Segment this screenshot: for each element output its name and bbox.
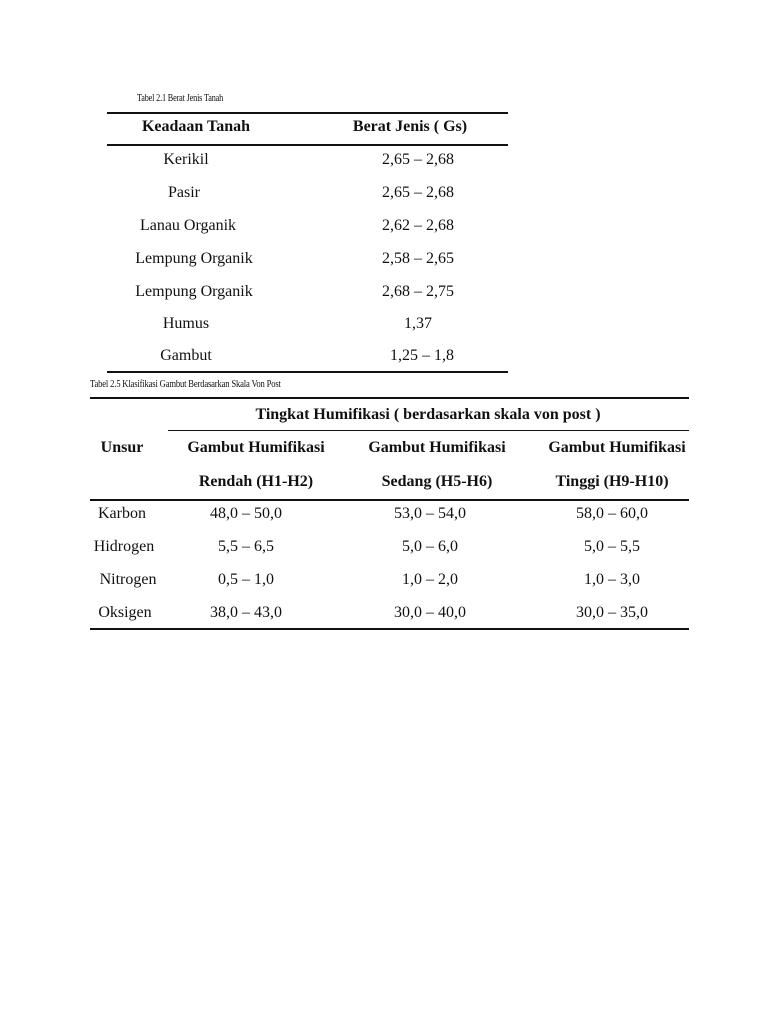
- table2-group-rule: [168, 430, 689, 431]
- table2-cell-unsur: Hidrogen: [93, 538, 155, 555]
- table1-cell-gs: 1,37: [404, 315, 432, 332]
- table2-header-line1: Gambut Humifikasi: [187, 439, 325, 456]
- table1-cell-gs: 2,62 – 2,68: [382, 217, 454, 234]
- table2-cell-unsur: Nitrogen: [99, 571, 157, 588]
- table1-top-rule: [107, 112, 508, 114]
- table2-cell-sedang: 1,0 – 2,0: [402, 571, 458, 588]
- table2-header-unsur: Unsur: [100, 439, 144, 456]
- table2-cell-unsur: Karbon: [98, 505, 146, 522]
- table1-header-rule: [107, 144, 508, 146]
- table2-header-line1: Gambut Humifikasi: [548, 439, 686, 456]
- table1-cell-gs: 2,65 – 2,68: [382, 151, 454, 168]
- table1-cell-keadaan: Pasir: [168, 184, 200, 201]
- table2-cell-tinggi: 5,0 – 5,5: [584, 538, 640, 555]
- table1-cell-keadaan: Kerikil: [163, 151, 209, 168]
- table2-header-line2: Tinggi (H9-H10): [555, 473, 669, 490]
- table1-header-keadaan: Keadaan Tanah: [141, 118, 251, 135]
- table2-cell-rendah: 48,0 – 50,0: [210, 505, 282, 522]
- table2-bottom-rule: [90, 628, 689, 630]
- table1-cell-keadaan: Lempung Organik: [135, 250, 253, 267]
- table2-caption: Tabel 2.5 Klasifikasi Gambut Berdasarkan Skala Von Post: [90, 379, 281, 390]
- table1-cell-gs: 2,65 – 2,68: [382, 184, 454, 201]
- table1-bottom-rule: [107, 371, 508, 373]
- table2-cell-tinggi: 30,0 – 35,0: [576, 604, 648, 621]
- table2-group-header: Tingkat Humifikasi ( berdasarkan skala von post ): [255, 406, 601, 423]
- table2-header-rule: [90, 499, 689, 501]
- table1-cell-keadaan: Humus: [162, 315, 210, 332]
- table2-header-line2: Sedang (H5-H6): [381, 473, 493, 490]
- table2-cell-sedang: 53,0 – 54,0: [394, 505, 466, 522]
- table1-cell-keadaan: Gambut: [160, 347, 212, 364]
- table2-cell-rendah: 38,0 – 43,0: [210, 604, 282, 621]
- table1-header-berat-jenis: Berat Jenis ( Gs): [352, 118, 468, 135]
- table2-top-rule: [90, 397, 689, 399]
- table2-cell-rendah: 5,5 – 6,5: [218, 538, 274, 555]
- table1-cell-keadaan: Lempung Organik: [135, 283, 253, 300]
- table1-cell-keadaan: Lanau Organik: [139, 217, 237, 234]
- table2-cell-rendah: 0,5 – 1,0: [218, 571, 274, 588]
- table1-caption: Tabel 2.1 Berat Jenis Tanah: [137, 93, 224, 104]
- table2-cell-sedang: 30,0 – 40,0: [394, 604, 466, 621]
- table2-header-line2: Rendah (H1-H2): [198, 473, 314, 490]
- table1-cell-gs: 2,68 – 2,75: [382, 283, 454, 300]
- table2-cell-sedang: 5,0 – 6,0: [402, 538, 458, 555]
- table2-cell-tinggi: 1,0 – 3,0: [584, 571, 640, 588]
- table1-cell-gs: 1,25 – 1,8: [390, 347, 454, 364]
- table2-cell-tinggi: 58,0 – 60,0: [576, 505, 648, 522]
- table2-header-line1: Gambut Humifikasi: [368, 439, 506, 456]
- table2-cell-unsur: Oksigen: [98, 604, 152, 621]
- table1-cell-gs: 2,58 – 2,65: [382, 250, 454, 267]
